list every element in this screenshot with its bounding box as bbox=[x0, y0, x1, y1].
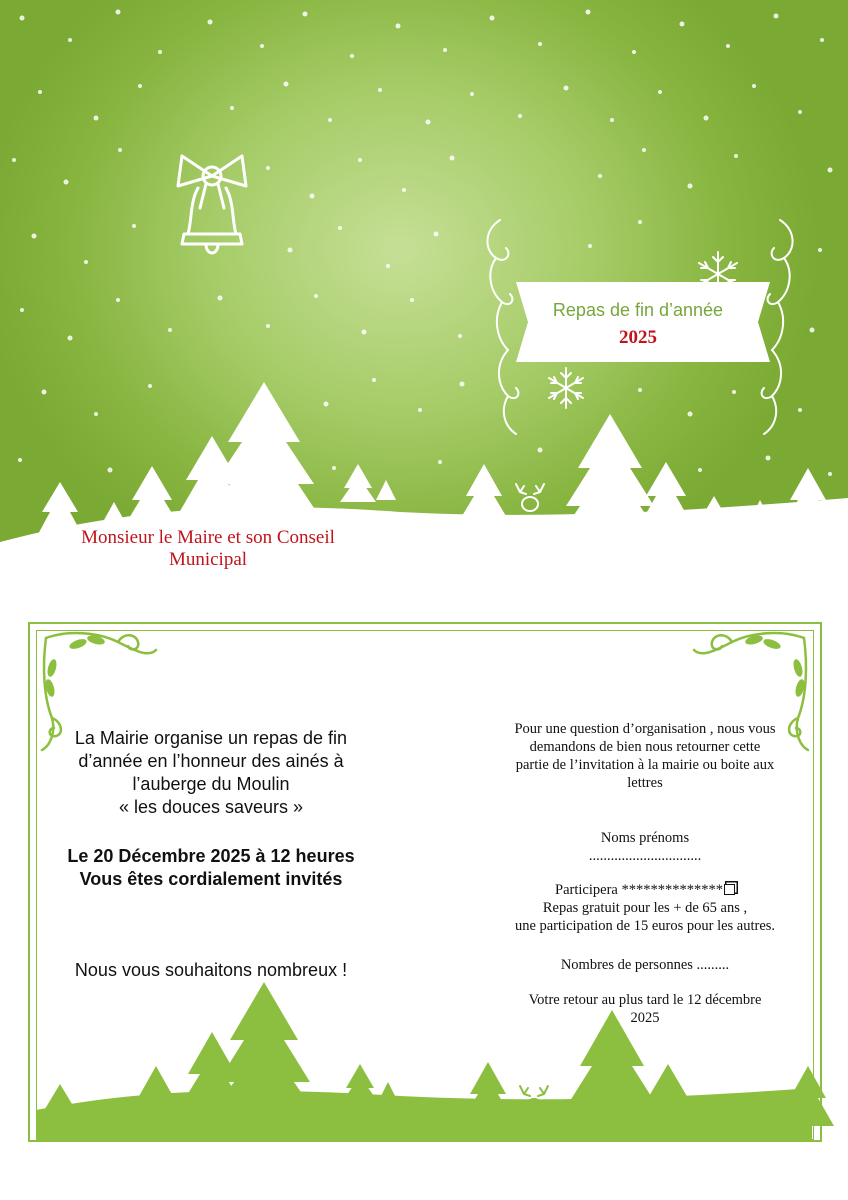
names-label: Noms prénoms bbox=[600, 830, 690, 846]
wish-line: Nous vous souhaitons nombreux ! bbox=[74, 960, 348, 980]
reply-notice bbox=[480, 720, 810, 792]
event-date: Le 20 Décembre 2025 à 12 heures bbox=[67, 846, 355, 866]
intro-line-1: La Mairie organise un repas de fin bbox=[74, 728, 348, 748]
notice-line-4: lettres bbox=[627, 775, 663, 791]
participate-row bbox=[480, 881, 810, 899]
snowflake-icon bbox=[694, 250, 742, 298]
host-signature bbox=[40, 527, 376, 571]
participation-fee: une participation de 15 euros pour les autres. bbox=[514, 918, 776, 934]
invited-line: Vous êtes cordialement invités bbox=[79, 869, 343, 889]
names-blank[interactable]: ............................... bbox=[588, 848, 702, 864]
deadline-line-1: Votre retour au plus tard le 12 décembre bbox=[528, 992, 762, 1008]
host-line-1: Monsieur le Maire et son Conseil bbox=[81, 527, 335, 548]
intro-line-4: « les douces saveurs » bbox=[118, 797, 304, 817]
notice-line-2: demandons de bien nous retourner cette bbox=[529, 739, 761, 755]
participate-label: Participera ************** bbox=[555, 882, 723, 898]
banner-title: Repas de fin d’année bbox=[552, 300, 724, 320]
persons-field[interactable]: Nombres de personnes ......... bbox=[560, 957, 730, 973]
tree-line-bottom bbox=[0, 970, 848, 1140]
checkbox-icon[interactable] bbox=[724, 884, 735, 895]
banner-year: 2025 bbox=[619, 327, 657, 348]
intro-line-2: d’année en l’honneur des ainés à bbox=[78, 751, 344, 771]
notice-line-1: Pour une question d’organisation , nous vous bbox=[514, 721, 776, 737]
names-field bbox=[480, 829, 810, 865]
event-date-block bbox=[36, 845, 386, 891]
bell-icon bbox=[170, 148, 254, 264]
free-meal: Repas gratuit pour les + de 65 ans , bbox=[542, 900, 748, 916]
participation-block bbox=[480, 881, 810, 935]
notice-line-3: partie de l’invitation à la mairie ou boite aux bbox=[515, 757, 775, 773]
deadline-line-2: 2025 bbox=[630, 1010, 660, 1026]
intro-line-3: l’auberge du Moulin bbox=[132, 774, 290, 794]
invitation-message bbox=[36, 727, 386, 819]
host-line-2: Municipal bbox=[168, 549, 248, 570]
